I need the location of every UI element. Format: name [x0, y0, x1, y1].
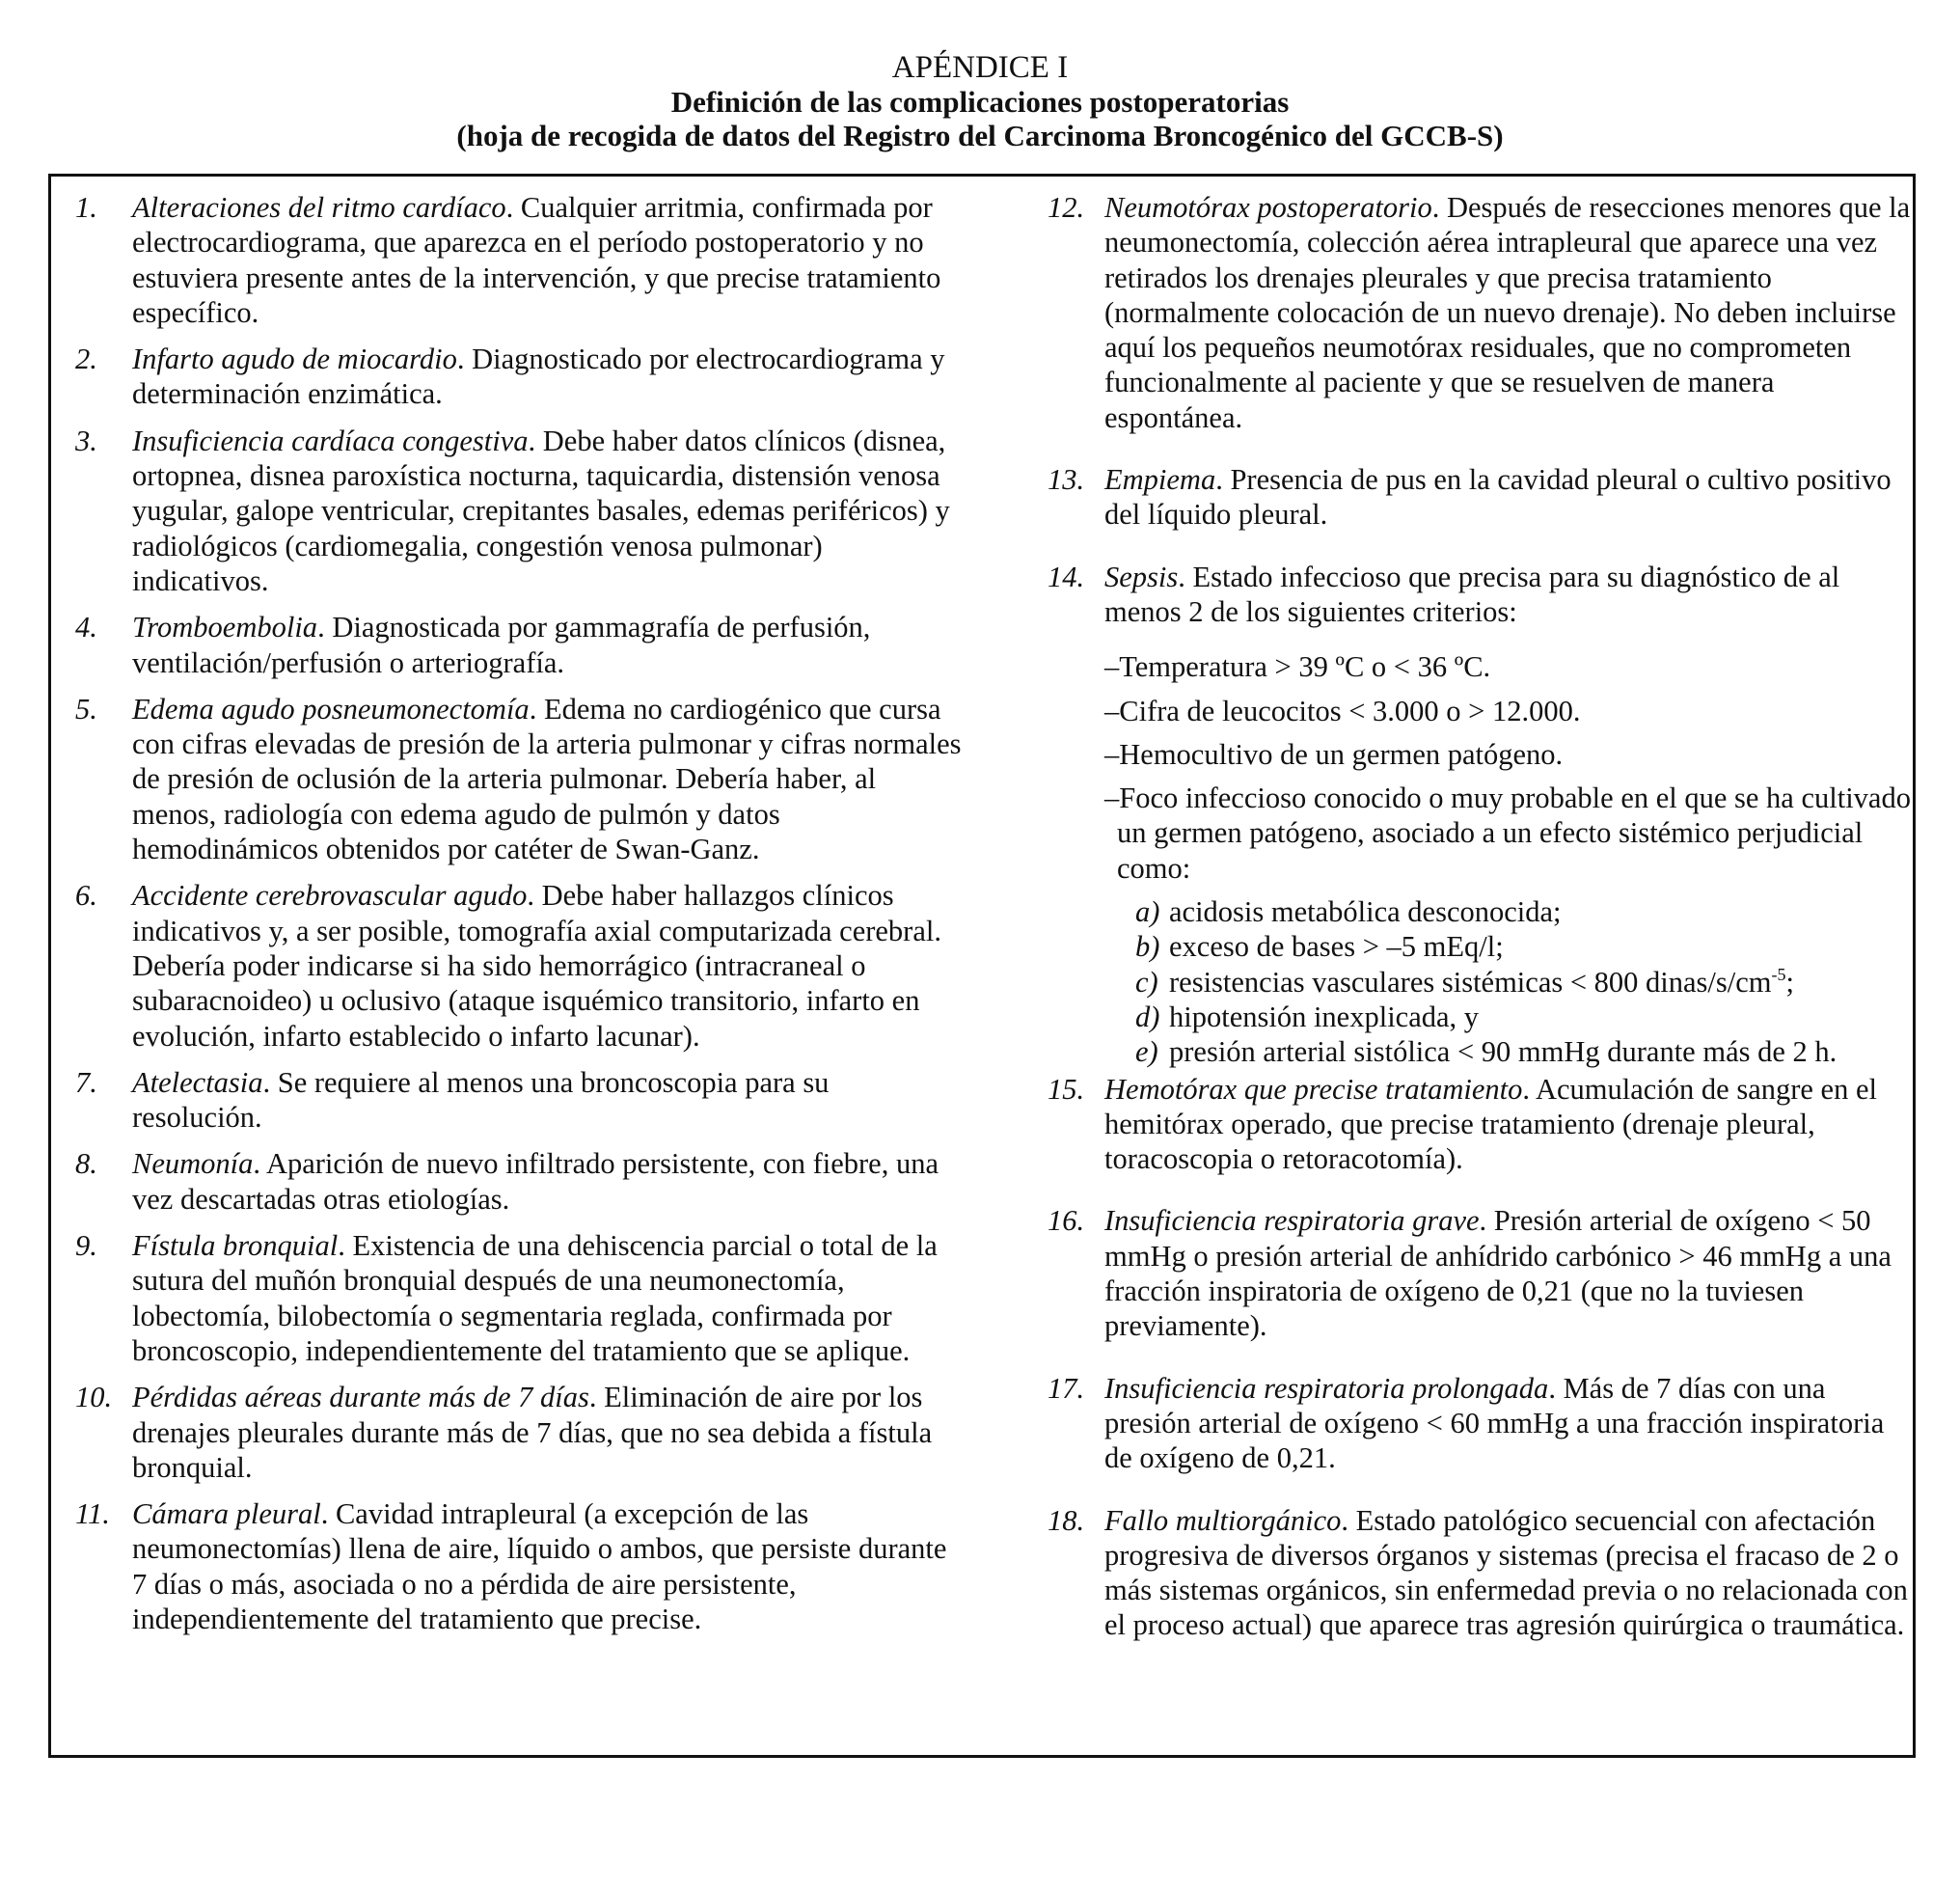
item-number: 4. — [75, 611, 97, 644]
sepsis-criterion: –Foco infeccioso conocido o muy probable en el que se ha cultivado un germen patógeno, asociado a un efecto sistémico perjudicial como: — [1104, 781, 1911, 885]
list-item — [1048, 462, 1916, 533]
item-number: 6. — [75, 879, 97, 913]
item-term: Edema agudo posneumonectomía — [132, 692, 530, 726]
subcriterion-letter: b) — [1135, 930, 1160, 964]
item-term: Neumotórax postoperatorio — [1104, 191, 1432, 224]
sepsis-criteria — [1048, 649, 1916, 1069]
item-text: . Debe haber datos clínicos (disnea, ortopnea, disnea paroxística nocturna, taquicardia, distensión venosa yugular, galope ventricular, crepitantes basales, edemas periféricos) y radiológicos (cardiomegalia, congestión venosa pulmonar) indicativos. — [132, 424, 950, 597]
item-term: Fístula bronquial — [132, 1229, 339, 1263]
left-column — [75, 190, 963, 1636]
sepsis-criterion: –Hemocultivo de un germen patógeno. — [1104, 737, 1564, 771]
item-number: 3. — [75, 424, 97, 457]
appendix-title: Definición de las complicaciones postoperatorias — [670, 85, 1290, 119]
item-term: Sepsis — [1104, 560, 1179, 593]
item-term: Alteraciones del ritmo cardíaco — [132, 191, 506, 224]
item-term: Tromboembolia — [132, 611, 318, 644]
sepsis-subcriteria — [1104, 894, 1916, 1069]
list-item — [75, 1146, 963, 1217]
item-text: . Estado infeccioso que precisa para su diagnóstico de al menos 2 de los siguientes criterios: — [1104, 560, 1840, 628]
item-term: Pérdidas aéreas durante más de 7 días — [132, 1381, 589, 1414]
subcriterion-text: hipotensión inexplicada, y — [1169, 1000, 1480, 1033]
list-item — [1048, 1072, 1916, 1177]
item-text: . Diagnosticado por electrocardiograma y determinación enzimática. — [132, 343, 945, 411]
list-item — [75, 692, 963, 866]
item-term: Fallo multiorgánico — [1104, 1503, 1342, 1537]
sepsis-subcriterion — [1135, 894, 1916, 929]
appendix-subtitle: (hoja de recogida de datos del Registro del Carcinoma Broncogénico del GCCB-S) — [456, 119, 1504, 152]
sepsis-criterion: –Cifra de leucocitos < 3.000 o > 12.000. — [1104, 694, 1581, 727]
list-item — [75, 424, 963, 598]
item-term: Neumonía — [132, 1147, 254, 1181]
item-number: 12. — [1048, 191, 1085, 224]
appendix-label: APÉNDICE I — [891, 50, 1069, 85]
sepsis-subcriterion — [1135, 965, 1916, 1000]
sepsis-criterion: –Temperatura > 39 ºC o < 36 ºC. — [1104, 650, 1491, 684]
list-item — [1048, 1203, 1916, 1343]
item-number: 11. — [75, 1497, 110, 1531]
item-number: 15. — [1048, 1072, 1085, 1106]
item-number: 18. — [1048, 1503, 1085, 1537]
item-text: . Edema no cardiogénico que cursa con cifras elevadas de presión de la arteria pulmonar y cifras normales de presión de oclusión de la arteria pulmonar. Debería haber, al menos, radiología con edema agudo de pulmón y datos hemodinámicos obtenidos por catéter de Swan-Ganz. — [132, 692, 962, 866]
item-term: Infarto agudo de miocardio — [132, 343, 457, 376]
list-item — [1048, 560, 1916, 630]
item-text: . Después de resecciones menores que la neumonectomía, colección aérea intrapleural que aparece una vez retirados los drenajes pleurales y que precisa tratamiento (normalmente colocación de un nuevo drenaje). No deben incluirse aquí los pequeños neumotórax residuales, que no comprometen funcionalmente al paciente y que se resuelven de manera espontánea. — [1104, 191, 1911, 434]
sepsis-subcriterion — [1135, 1000, 1916, 1034]
subcriterion-tail: ; — [1785, 965, 1794, 999]
item-number: 10. — [75, 1381, 113, 1414]
item-term: Insuficiencia respiratoria prolongada — [1104, 1371, 1549, 1405]
subcriterion-letter: d) — [1135, 1000, 1160, 1033]
list-item — [75, 190, 963, 330]
superscript-exponent: -5 — [1771, 964, 1786, 984]
subcriterion-text: acidosis metabólica desconocida; — [1169, 895, 1562, 929]
list-item — [75, 342, 963, 412]
item-text: . Presión arterial de oxígeno < 50 mmHg o presión arterial de anhídrido carbónico > 46 mmHg a una fracción inspiratoria de oxígeno de 0,21 (que no la tuviesen previamente). — [1104, 1204, 1892, 1343]
item-text: . Eliminación de aire por los drenajes pleurales durante más de 7 días, que no sea debida a fístula bronquial. — [132, 1381, 933, 1484]
subcriterion-text: resistencias vasculares sistémicas < 800 dinas/s/cm — [1169, 965, 1772, 999]
item-number: 1. — [75, 191, 97, 224]
sepsis-subcriterion — [1135, 929, 1916, 964]
item-text: . Diagnosticada por gammagrafía de perfusión, ventilación/perfusión o arteriografía. — [132, 611, 871, 679]
subcriterion-letter: e) — [1135, 1035, 1158, 1069]
item-text: . Estado patológico secuencial con afectación progresiva de diversos órganos y sistemas (precisa el fracaso de 2 o más sistemas orgánicos, sin enfermedad previa o no relacionada con el proceso actual) que aparece tras agresión quirúrgica o traumática. — [1104, 1503, 1908, 1642]
list-item — [75, 878, 963, 1053]
item-text: . Acumulación de sangre en el hemitórax operado, que precise tratamiento (drenaje pleural, toracoscopia o retoracotomía). — [1104, 1072, 1877, 1176]
item-text: . Existencia de una dehiscencia parcial o total de la sutura del muñón bronquial después de una neumonectomía, lobectomía, bilobectomía o segmentaria reglada, confirmada por broncoscopio, independientemente del tratamiento que se aplique. — [132, 1229, 938, 1367]
item-text: . Cualquier arritmia, confirmada por electrocardiograma, que aparezca en el período postoperatorio y no estuviera presente antes de la intervención, y que precise tratamiento específico. — [132, 191, 941, 329]
list-item — [1048, 1371, 1916, 1476]
item-number: 7. — [75, 1065, 97, 1099]
item-text: . Presencia de pus en la cavidad pleural o cultivo positivo del líquido pleural. — [1104, 463, 1892, 532]
item-text: . Aparición de nuevo infiltrado persistente, con fiebre, una vez descartadas otras etiologías. — [132, 1147, 939, 1216]
item-number: 13. — [1048, 463, 1085, 497]
list-item — [75, 1380, 963, 1485]
list-item — [1048, 1503, 1916, 1643]
list-item — [75, 1496, 963, 1636]
item-term: Accidente cerebrovascular agudo — [132, 879, 528, 913]
item-number: 17. — [1048, 1371, 1085, 1405]
item-term: Empiema — [1104, 463, 1216, 497]
list-item — [75, 610, 963, 680]
item-term: Cámara pleural — [132, 1497, 321, 1531]
list-item — [1048, 190, 1916, 435]
appendix-header — [0, 50, 1960, 152]
item-text: . Cavidad intrapleural (a excepción de las neumonectomías) llena de aire, líquido o ambos, que persiste durante 7 días o más, asociada o no a pérdida de aire persistente, independientemente del tratamiento que precise. — [132, 1497, 947, 1635]
item-number: 5. — [75, 692, 97, 726]
right-column — [1048, 190, 1916, 1643]
item-number: 9. — [75, 1229, 97, 1263]
item-term: Hemotórax que precise tratamiento — [1104, 1072, 1523, 1106]
item-text: . Más de 7 días con una presión arterial de oxígeno < 60 mmHg a una fracción inspiratoria de oxígeno de 0,21. — [1104, 1371, 1885, 1475]
subcriterion-text: presión arterial sistólica < 90 mmHg durante más de 2 h. — [1169, 1035, 1838, 1069]
item-term: Atelectasia — [132, 1065, 263, 1099]
item-number: 16. — [1048, 1204, 1085, 1238]
item-text: . Debe haber hallazgos clínicos indicativos y, a ser posible, tomografía axial computarizada cerebral. Debería poder indicarse si ha sido hemorrágico (intracraneal o subaracnoideo) u oclusivo (ataque isquémico transitorio, infarto en evolución, infarto establecido o infarto lacunar). — [132, 879, 941, 1053]
item-number: 2. — [75, 343, 97, 376]
subcriterion-letter: a) — [1135, 895, 1160, 929]
subcriterion-text: exceso de bases > –5 mEq/l; — [1169, 930, 1504, 964]
subcriterion-letter: c) — [1135, 965, 1158, 999]
item-number: 8. — [75, 1147, 97, 1181]
item-term: Insuficiencia respiratoria grave — [1104, 1204, 1480, 1238]
item-number: 14. — [1048, 560, 1085, 593]
sepsis-subcriterion — [1135, 1034, 1916, 1069]
list-item — [75, 1228, 963, 1368]
item-term: Insuficiencia cardíaca congestiva — [132, 424, 529, 457]
item-text: . Se requiere al menos una broncoscopia para su resolución. — [132, 1065, 830, 1135]
list-item — [75, 1065, 963, 1136]
